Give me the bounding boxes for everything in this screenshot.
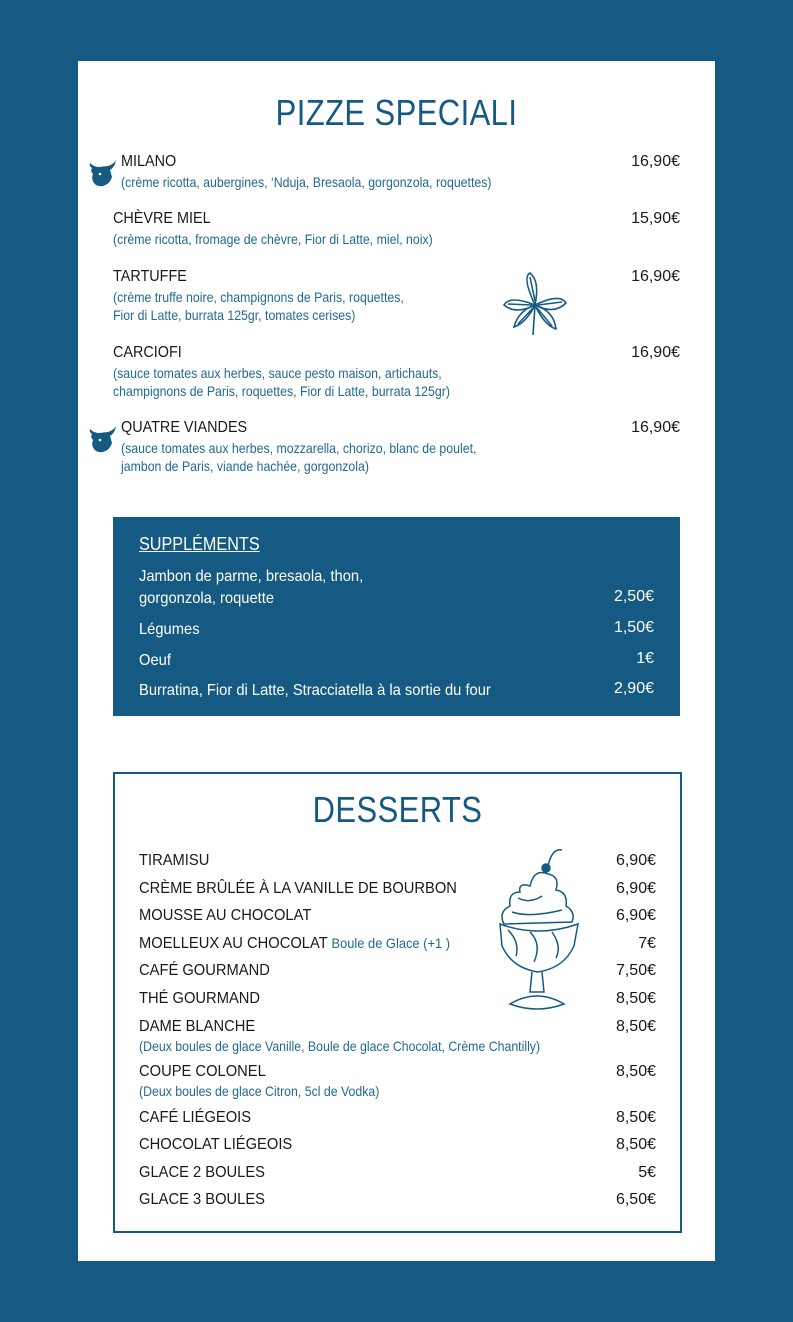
supplement-label-line: gorgonzola, roquette xyxy=(139,590,275,607)
pizza-price: 16,90€ xyxy=(631,153,680,170)
pizza-desc: champignons de Paris, roquettes, Fior di Latte, burrata 125gr) xyxy=(113,383,450,399)
dessert-name: DAME BLANCHE xyxy=(139,1018,256,1035)
dessert-name: COUPE COLONEL xyxy=(139,1063,266,1080)
dessert-desc: (Deux boules de glace Vanille, Boule de glace Chocolat, Crème Chantilly) xyxy=(139,1038,541,1054)
pizza-desc: (crème truffe noire, champignons de Paris, roquettes, xyxy=(113,289,404,305)
bull-icon xyxy=(88,423,118,455)
pizza-name: CHÈVRE MIEL xyxy=(113,210,211,227)
pizza-price: 15,90€ xyxy=(631,210,680,227)
dessert-name: CHOCOLAT LIÉGEOIS xyxy=(139,1136,293,1153)
pizza-name: CARCIOFI xyxy=(113,344,182,361)
pizza-desc: (crème ricotta, aubergines, ‘Nduja, Bresaola, gorgonzola, roquettes) xyxy=(121,174,492,190)
dessert-name: THÉ GOURMAND xyxy=(139,990,261,1007)
supplement-label xyxy=(139,566,363,610)
supplement-price: 1€ xyxy=(636,650,654,667)
dessert-name: TIRAMISU xyxy=(139,852,210,869)
pizza-desc: (crème ricotta, fromage de chèvre, Fior di Latte, miel, noix) xyxy=(113,231,433,247)
dessert-price: 8,50€ xyxy=(615,1018,656,1035)
dessert-name: GLACE 2 BOULES xyxy=(139,1164,265,1181)
dessert-name xyxy=(139,935,450,953)
dessert-price: 6,90€ xyxy=(615,880,656,897)
supplement-price: 2,90€ xyxy=(613,680,654,697)
pizza-desc: (sauce tomates aux herbes, mozzarella, chorizo, blanc de poulet, xyxy=(121,440,477,456)
dessert-price: 6,90€ xyxy=(615,852,656,869)
dessert-note: Boule de Glace (+1 ) xyxy=(331,935,451,951)
supplement-label: Oeuf xyxy=(139,652,171,669)
pizza-name: TARTUFFE xyxy=(113,268,187,285)
pizza-desc: Fior di Latte, burrata 125gr, tomates cerises) xyxy=(113,307,356,323)
pizza-desc: (sauce tomates aux herbes, sauce pesto maison, artichauts, xyxy=(113,365,442,381)
ice-cream-sundae-icon xyxy=(490,846,585,1018)
dessert-name-text: MOELLEUX AU CHOCOLAT xyxy=(139,935,328,952)
dessert-name: CAFÉ GOURMAND xyxy=(139,962,270,979)
pizza-price: 16,90€ xyxy=(631,419,680,436)
pizze-title: PIZZE SPECIALI xyxy=(275,92,518,133)
dessert-price: 6,90€ xyxy=(615,907,656,924)
dessert-price: 5€ xyxy=(638,1164,656,1181)
supplements-panel xyxy=(113,517,680,716)
dessert-price: 7,50€ xyxy=(615,962,656,979)
dessert-price: 8,50€ xyxy=(615,1136,656,1153)
desserts-panel xyxy=(113,772,682,1233)
dessert-price: 6,50€ xyxy=(615,1191,656,1208)
desserts-title: DESSERTS xyxy=(312,789,483,830)
basil-leaf-icon xyxy=(500,271,570,337)
dessert-desc: (Deux boules de glace Citron, 5cl de Vodka) xyxy=(139,1083,380,1099)
pizza-name: QUATRE VIANDES xyxy=(121,419,248,436)
dessert-name: CRÈME BRÛLÉE À LA VANILLE DE BOURBON xyxy=(139,880,457,897)
dessert-price: 8,50€ xyxy=(615,1063,656,1080)
supplement-price: 2,50€ xyxy=(613,588,654,605)
menu-card xyxy=(78,61,715,1261)
dessert-price: 8,50€ xyxy=(615,990,656,1007)
bull-icon xyxy=(88,157,118,189)
dessert-price: 8,50€ xyxy=(615,1109,656,1126)
pizza-desc: jambon de Paris, viande hachée, gorgonzola) xyxy=(121,458,369,474)
supplement-price: 1,50€ xyxy=(613,619,654,636)
dessert-price: 7€ xyxy=(638,935,656,952)
dessert-name: CAFÉ LIÉGEOIS xyxy=(139,1109,252,1126)
supplement-label: Burratina, Fior di Latte, Stracciatella à la sortie du four xyxy=(139,682,491,699)
pizza-price: 16,90€ xyxy=(631,268,680,285)
dessert-name: GLACE 3 BOULES xyxy=(139,1191,265,1208)
supplements-title: SUPPLÉMENTS xyxy=(139,534,260,554)
pizza-name: MILANO xyxy=(121,153,177,170)
pizza-price: 16,90€ xyxy=(631,344,680,361)
dessert-name: MOUSSE AU CHOCOLAT xyxy=(139,907,312,924)
supplement-label: Légumes xyxy=(139,621,200,638)
supplement-label-line: Jambon de parme, bresaola, thon, xyxy=(139,568,364,585)
